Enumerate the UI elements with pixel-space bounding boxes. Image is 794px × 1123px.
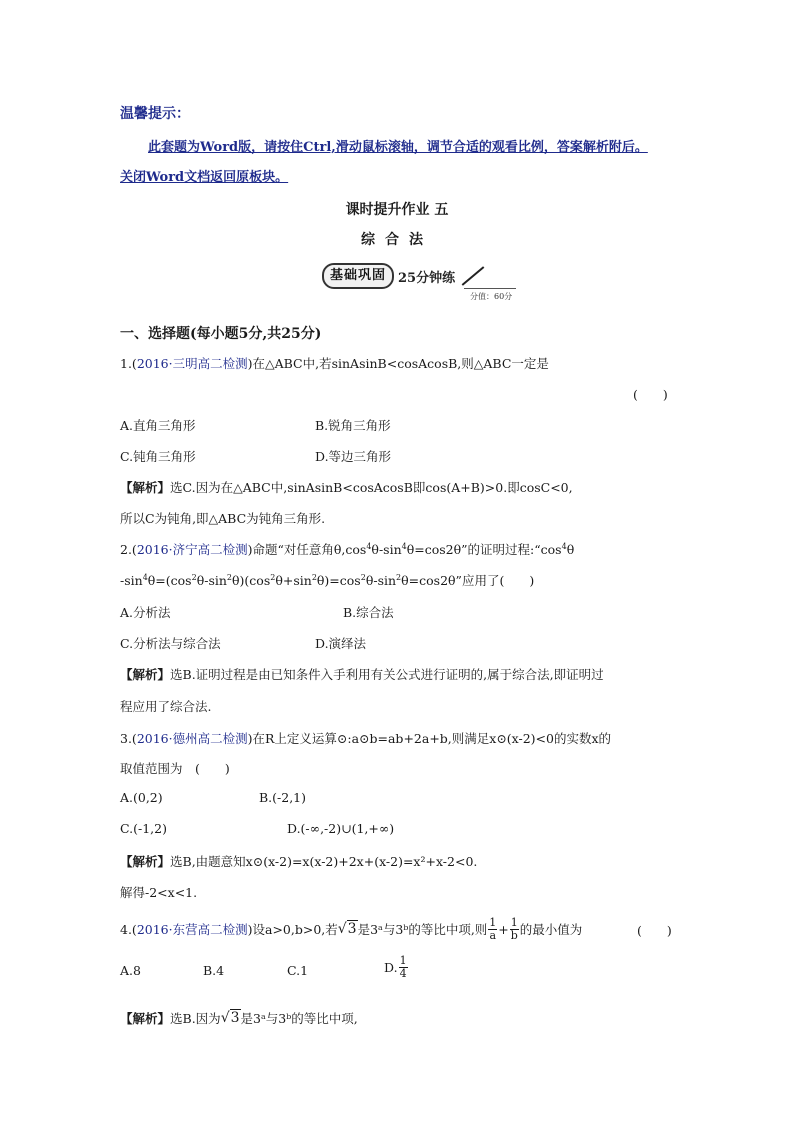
q2-text-c: θ=cos2θ”的证明过程:“cos [406, 542, 562, 557]
q3-option-d: D.(-∞,-2)∪(1,+∞) [287, 821, 395, 836]
q2-solution-1 [120, 665, 604, 683]
q4-opt-d-label: D. [384, 960, 398, 975]
q4-frac2-num: 1 [510, 915, 518, 929]
question-3-line-2: 取值范围为 ( ) [120, 761, 230, 776]
sqrt-symbol: √3 [337, 921, 357, 937]
q4-sol-tag: 【解析】 [120, 1011, 171, 1026]
q3-solution-2: 解得-2<x<1. [120, 885, 198, 900]
q2-l2-b: θ=(cos [147, 573, 192, 588]
q3-solution-1 [120, 852, 477, 870]
q1-sol-text: 选C.因为在△ABC中,sinAsinB<cosAcosB即cos(A+B)>0.即cosC<0, [170, 480, 573, 495]
question-2: 2.(2016·济宁高二检测)命题“对任意角$\theta,\cos^4\theta-\sin^4\theta=\cos 2\theta$”的证明过程$:“\cos^4\theta$ [120, 541, 575, 557]
q3-option-a: A.(0,2) [120, 790, 163, 805]
q2-text-b: θ-sin [371, 542, 402, 557]
page-title: 课时提升作业 五 [345, 202, 449, 218]
q4-sqrt-value: 3 [347, 921, 357, 937]
q4-plus: + [498, 921, 509, 937]
q1-answer-blank: ( ) [633, 387, 668, 402]
q1-source: 2016·三明高二检测 [136, 356, 248, 371]
q1-option-a: A.直角三角形 [120, 418, 196, 433]
q4-num: 4.( [120, 921, 137, 937]
tip-title: 温馨提示： [120, 106, 190, 122]
q2-option-b: B.综合法 [343, 605, 394, 620]
q2-sol-text: 选B.证明过程是由已知条件入手利用有关公式进行证明的,属于综合法,即证明过 [170, 667, 604, 682]
q3-sol-text: 选B,由题意知x⊙(x-2)=x(x-2)+2x+(x-2)=x²+x-2<0. [170, 854, 478, 869]
q2-option-d: D.演绎法 [315, 636, 367, 651]
banner-divider [464, 288, 516, 289]
q1-option-c: C.钝角三角形 [120, 449, 196, 464]
q4-option-b: B.4 [203, 963, 225, 978]
tip-line-1: 此套题为Word版，请按住Ctrl,滑动鼠标滚轴，调节合适的观看比例，答案解析附后。 [148, 140, 648, 155]
q4-frac-2 [510, 917, 519, 942]
q1-sol-tag: 【解析】 [120, 480, 171, 495]
q2-l2-h: θ=cos2θ”应用了( ) [401, 573, 535, 588]
q4-source: 2016·东营高二检测 [136, 922, 248, 937]
pen-slash-icon [462, 266, 485, 286]
q4-sol-b: 是3ᵃ与3ᵇ的等比中项, [240, 1011, 358, 1026]
q2-text-a: )命题“对任意角θ,cos [247, 542, 367, 557]
score-label: 分值：60分 [470, 292, 513, 301]
q1-num: 1.( [120, 356, 137, 371]
question-4 [120, 916, 582, 942]
q2-option-a: A.分析法 [120, 605, 171, 620]
section-title: 一、选择题(每小题5分,共25分) [120, 326, 322, 342]
section-banner [322, 263, 487, 289]
q4-sol-a: 选B.因为 [170, 1011, 221, 1026]
q2-sol-tag: 【解析】 [120, 667, 171, 682]
q1-option-b: B.锐角三角形 [315, 418, 391, 433]
q1-solution-1 [120, 478, 573, 496]
q4-sol-sqrt-value: 3 [230, 1010, 240, 1026]
q2-option-c: C.分析法与综合法 [120, 636, 221, 651]
q2-l2-g: θ-sin [365, 573, 397, 588]
q4-option-a: A.8 [120, 963, 141, 978]
tip-line-2: 关闭Word文档返回原板块。 [120, 170, 289, 185]
q4-option-d [384, 955, 409, 980]
q3-num: 3.( [120, 731, 137, 746]
q2-l2-d: θ)(cos [232, 573, 271, 588]
q2-source: 2016·济宁高二检测 [136, 542, 248, 557]
question-2-line-2: $-\sin^4\theta=(\cos^2\theta-\sin^2\theta)(\cos^2\theta+\sin^2\theta)=\cos^2\theta-\sin^2\theta=\cos 2\theta$”应用了( ) [120, 572, 535, 588]
q4-frac1-num: 1 [489, 915, 497, 929]
q3-option-c: C.(-1,2) [120, 821, 167, 836]
q4-frac-1 [488, 917, 497, 942]
page-subtitle: 综合法 [361, 232, 433, 248]
q1-text: )在△ABC中,若sinAsinB<cosAcosB,则△ABC一定是 [247, 356, 549, 371]
q4-text-b: 是3ᵃ与3ᵇ的等比中项,则 [357, 922, 488, 937]
q4-opt-d-den: 4 [399, 967, 407, 980]
q1-option-d: D.等边三角形 [315, 449, 392, 464]
q4-frac1-den: a [489, 928, 497, 942]
q4-answer-blank: ( ) [637, 923, 672, 938]
banner-time: 25分钟练 [398, 270, 456, 286]
q2-num: 2.( [120, 542, 137, 557]
question-3 [120, 729, 611, 747]
q4-opt-d-frac [399, 955, 408, 980]
banner-badge: 基础巩固 [322, 263, 394, 289]
q4-frac2-den: b [510, 928, 518, 942]
q2-text-d: θ [566, 542, 575, 557]
q4-option-c: C.1 [287, 963, 309, 978]
question-1 [120, 354, 549, 372]
q2-l2-e: θ+sin [275, 573, 312, 588]
q4-opt-d-num: 1 [399, 954, 407, 967]
q3-text: )在R上定义运算⊙:a⊙b=ab+2a+b,则满足x⊙(x-2)<0的实数x的 [247, 731, 612, 746]
q2-l2-c: θ-sin [196, 573, 227, 588]
q3-option-b: B.(-2,1) [259, 790, 307, 805]
sqrt-symbol-2: √3 [220, 1010, 240, 1026]
q2-l2-f: θ)=cos [316, 573, 361, 588]
q3-source: 2016·德州高二检测 [136, 731, 248, 746]
q4-text-a: )设a>0,b>0,若 [247, 922, 338, 937]
q2-solution-2: 程应用了综合法. [120, 699, 212, 714]
q3-sol-tag: 【解析】 [120, 854, 171, 869]
q4-text-c: 的最小值为 [519, 922, 583, 937]
q1-solution-2: 所以C为钝角,即△ABC为钝角三角形. [120, 511, 326, 526]
q4-solution-1 [120, 1006, 358, 1030]
q2-l2-a: -sin [120, 573, 143, 588]
